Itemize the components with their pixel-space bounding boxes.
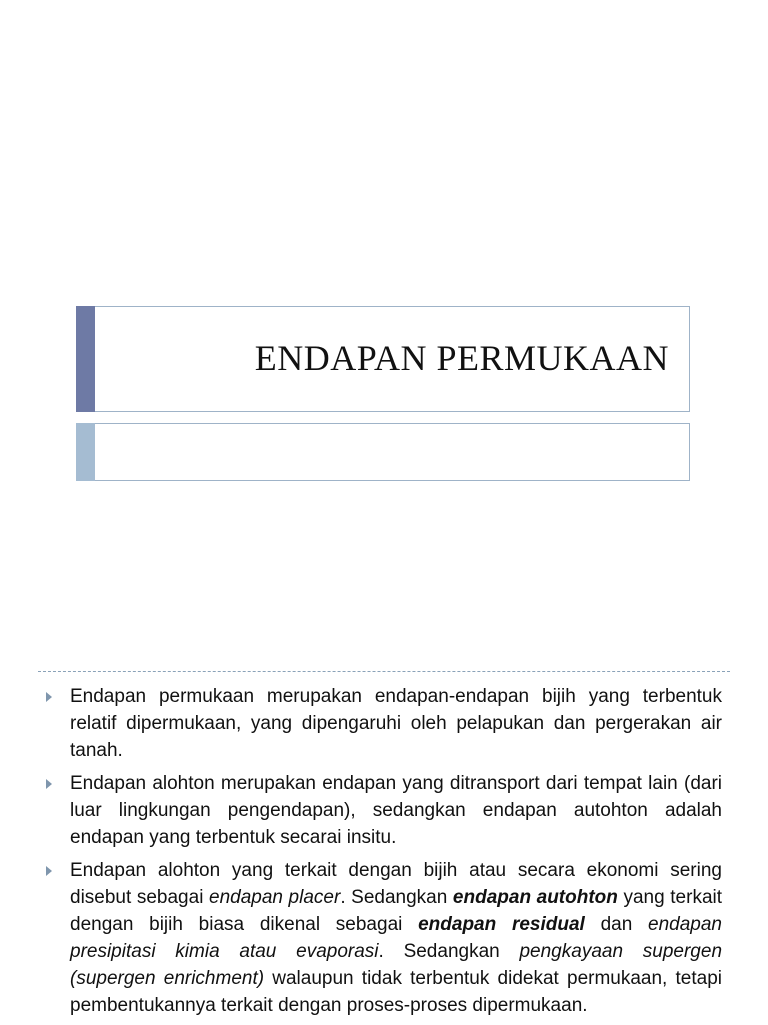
triangle-right-icon (46, 692, 52, 702)
bullet-text: Endapan alohton merupakan endapan yang ditransport dari tempat lain (dari luar lingkungan pengendapan), sedangkan endapan autohton adalah endapan yang terbentuk secarai insitu. (70, 773, 722, 848)
text-run: yang terkait dengan bijih biasa dikenal sebagai (70, 887, 723, 935)
text-run-bold-italic: endapan residual (418, 914, 585, 935)
slide-title: ENDAPAN PERMUKAAN (254, 338, 669, 378)
title-accent-bar (76, 306, 95, 412)
text-run-italic: endapan presipitasi kimia atau evaporasi (70, 914, 722, 962)
triangle-right-icon (46, 779, 52, 789)
bullet-list (44, 683, 722, 1025)
subtitle-accent-bar (76, 423, 95, 481)
bullet-item (44, 770, 722, 851)
text-run-bold-italic: endapan autohton (452, 887, 618, 908)
subtitle-box (76, 423, 690, 481)
text-run: dan (584, 914, 649, 935)
bullet-item (44, 857, 722, 1019)
text-run: . Sedangkan (340, 887, 453, 908)
text-run: Endapan alohton yang terkait dengan bijih atau secara ekonomi sering disebut sebagai (70, 860, 722, 908)
bullet-text-rich (70, 860, 722, 1016)
title-box (76, 306, 690, 412)
triangle-right-icon (46, 866, 52, 876)
text-run-italic: pengkayaan supergen (supergen enrichment) (70, 941, 723, 989)
text-run: walaupun tidak terbentuk didekat permukaan, tetapi pembentukannya terkait dengan proses-proses dipermukaan. (70, 968, 723, 1016)
text-run: . Sedangkan (378, 941, 520, 962)
bullet-item (44, 683, 722, 764)
slide-divider (38, 671, 730, 672)
bullet-text: Endapan permukaan merupakan endapan-endapan bijih yang terbentuk relatif dipermukaan, yang dipengaruhi oleh pelapukan dan pergerakan air tanah. (70, 686, 722, 761)
text-run-italic: endapan placer (209, 887, 341, 908)
